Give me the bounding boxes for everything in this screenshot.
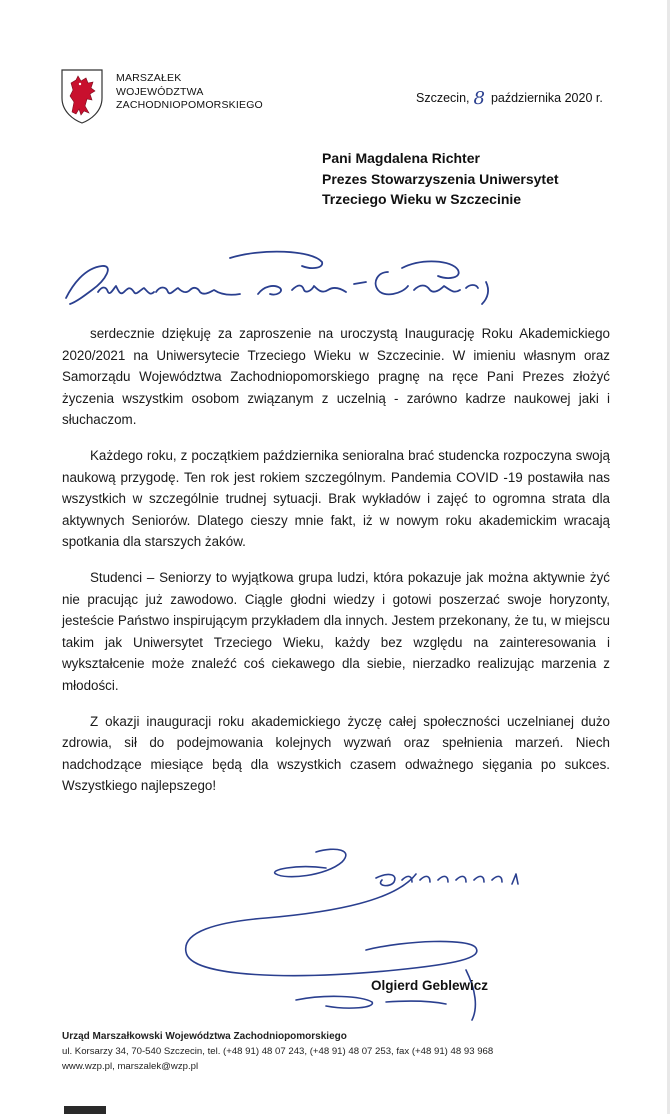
letter-body — [62, 323, 610, 811]
body-paragraph-3: Studenci – Seniorzy to wyjątkowa grupa ludzi, która pokazuje jak można aktywnie żyć nie pracując już zawodowo. Ciągle głodni wiedzy i gotowi poszerzać swoje horyzonty, jesteście Państwo inspirującym przykładem dla innych. Jestem przekonany, że tu, w miejscu takim jak Uniwersytet Trzeciego Wieku, każdy bez względu na zainteresowania i wykształcenie może znaleźć coś ciekawego dla siebie, nierzadko realizując marzenia z młodości. — [62, 569, 610, 693]
recipient-title-line2: Trzeciego Wieku w Szczecinie — [322, 191, 522, 207]
griffin-crest-icon — [60, 68, 104, 124]
body-paragraph-2: Każdego roku, z początkiem października senioralna brać studencka rozpoczyna swoją naukową przygodę. Ten rok jest rokiem szczególnym. Pandemia COVID -19 postawiła nas wszystkich w szczególnie trudnej sytuacji. Brak wykładów i zajęć to ogromna strata dla aktywnych Seniorów. Dlatego cieszy mnie fakt, iż w nowym roku akademickim wracają spotkania dla starszych żaków. — [62, 447, 610, 550]
letter-date — [416, 86, 603, 107]
org-name — [116, 72, 263, 113]
org-name-line1: MARSZAŁEK — [116, 72, 182, 84]
recipient-block — [322, 148, 559, 210]
handwritten-greeting — [62, 246, 502, 312]
body-paragraph-4: Z okazji inauguracji roku akademickiego życzę całej społeczności uczelnianej dużo zdrowia, sił do podejmowania kolejnych wyzwań oraz spełnienia marzeń. Niech nadchodzące miesiące będą dla wszystkich czasem odważnego sięgania po sukces. Wszystkiego najlepszego! — [62, 713, 610, 794]
footer-address: ul. Korsarzy 34, 70-540 Szczecin, tel. (+48 91) 48 07 243, (+48 91) 48 07 253, fax (+48 91) 48 93 968 — [62, 1046, 494, 1057]
footer-organization: Urząd Marszałkowski Województwa Zachodniopomorskiego — [62, 1031, 347, 1042]
signer-name: Olgierd Geblewicz — [371, 978, 489, 993]
letter-footer — [62, 1029, 493, 1074]
handwritten-signature — [176, 840, 566, 1030]
recipient-title-line1: Prezes Stowarzyszenia Uniwersytet — [322, 170, 559, 187]
date-day-handwritten: 8 — [473, 88, 485, 109]
org-name-line2: WOJEWÓDZTWA — [116, 85, 204, 98]
corner-mark — [64, 1106, 106, 1114]
recipient-name: Pani Magdalena Richter — [322, 150, 480, 166]
footer-web: www.wzp.pl, marszalek@wzp.pl — [62, 1061, 199, 1072]
body-paragraph-1: serdecznie dziękuję za zaproszenie na uroczystą Inaugurację Roku Akademickiego 2020/2021 na Uniwersytecie Trzeciego Wieku w Szczecinie. W imieniu własnym oraz Samorządu Województwa Zachodniopomorskiego pragnę na ręce Pani Prezes złożyć życzenia wszystkim osobom związanym z uczelnią - zarówno kadrze naukowej jaki i słuchaczom. — [62, 326, 610, 428]
date-month-year: października 2020 r. — [490, 91, 603, 105]
date-city: Szczecin, — [416, 91, 470, 105]
org-name-line3: ZACHODNIOPOMORSKIEGO — [116, 99, 263, 111]
